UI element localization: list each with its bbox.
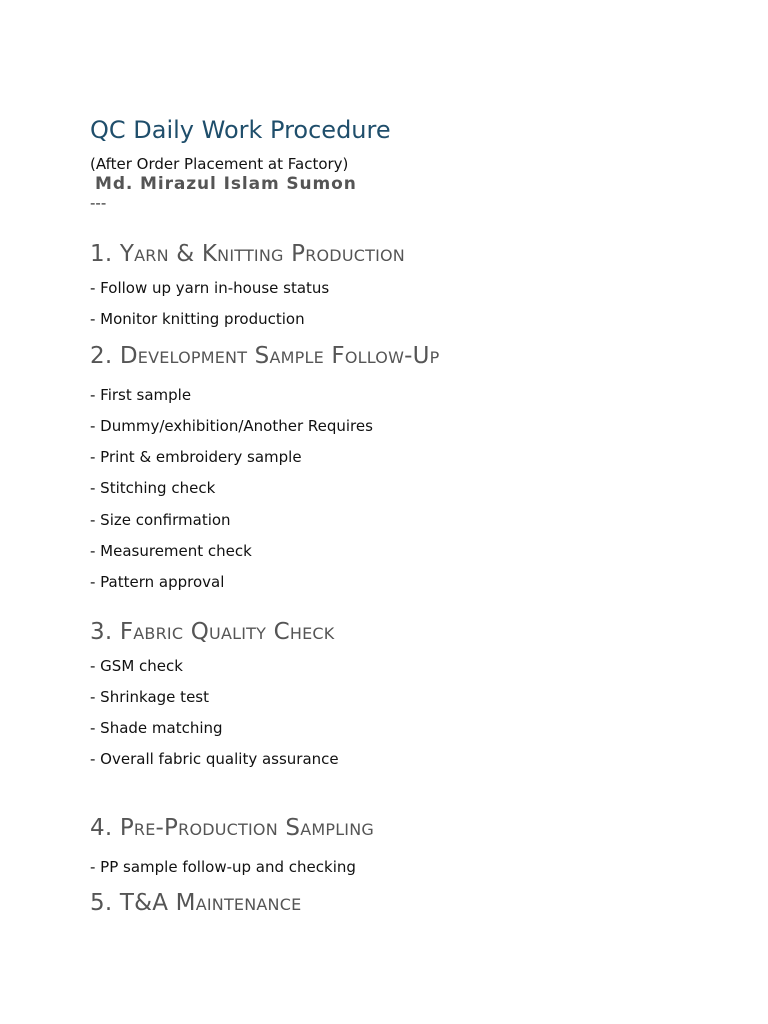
list-item: - Monitor knitting production [90, 310, 305, 328]
list-item: - PP sample follow-up and checking [90, 858, 356, 876]
document-subtitle: (After Order Placement at Factory) [90, 155, 349, 173]
list-item: - Shrinkage test [90, 688, 209, 706]
list-item: - Measurement check [90, 542, 252, 560]
list-item: - Dummy/exhibition/Another Requires [90, 417, 373, 435]
section-heading-ta-maintenance: 5. T&A Maintenance [90, 890, 302, 916]
author-name: Md. Mirazul Islam Sumon [95, 174, 357, 194]
section-heading-fabric-quality: 3. Fabric Quality Check [90, 619, 335, 645]
section-heading-yarn-knitting: 1. Yarn & Knitting Production [90, 241, 405, 267]
section-heading-development-sample: 2. Development Sample Follow-Up [90, 343, 440, 369]
list-item: - GSM check [90, 657, 183, 675]
list-item: - Shade matching [90, 719, 223, 737]
document-page [90, 0, 750, 1024]
section-heading-pre-production: 4. Pre-Production Sampling [90, 815, 374, 841]
list-item: - Size confirmation [90, 511, 231, 529]
list-item: - Overall fabric quality assurance [90, 750, 339, 768]
divider-line: --- [90, 194, 107, 212]
list-item: - First sample [90, 386, 192, 404]
list-item: - Pattern approval [90, 573, 225, 591]
list-item: - Follow up yarn in-house status [90, 279, 330, 297]
list-item: - Print & embroidery sample [90, 448, 302, 466]
document-title: QC Daily Work Procedure [90, 116, 391, 144]
list-item: - Stitching check [90, 479, 216, 497]
